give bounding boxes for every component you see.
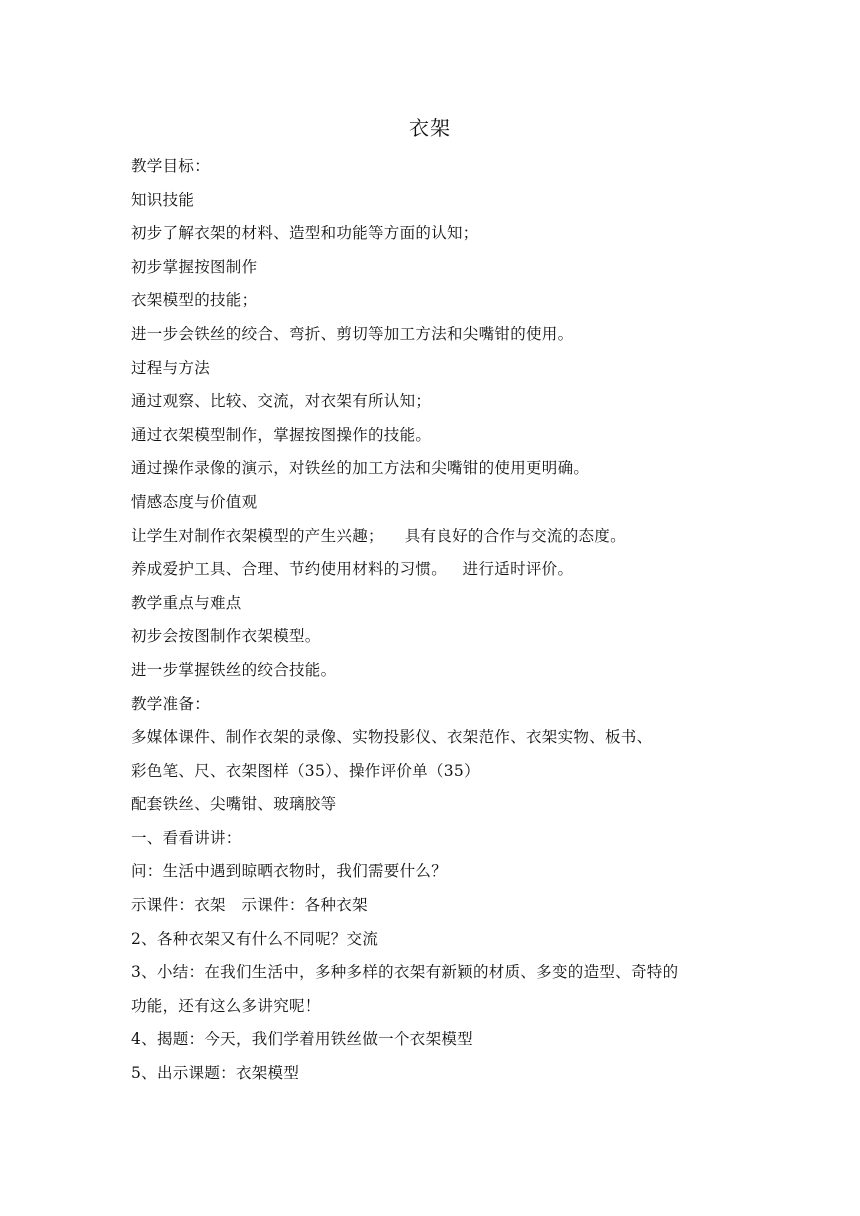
body-line: 多媒体课件、制作衣架的录像、实物投影仪、衣架范作、衣架实物、板书、 — [131, 728, 653, 747]
body-line: 教学重点与难点 — [131, 593, 242, 612]
body-line: 知识技能 — [131, 190, 195, 209]
body-line: 教学准备： — [131, 694, 211, 713]
body-line: 养成爱护工具、合理、节约使用材料的习惯。 进行适时评价。 — [131, 560, 574, 579]
body-line: 问：生活中遇到晾晒衣物时，我们需要什么？ — [131, 862, 448, 881]
body-line: 功能，还有这么多讲究呢！ — [131, 996, 321, 1015]
body-line: 3、小结：在我们生活中，多种多样的衣架有新颖的材质、多变的造型、奇特的 — [131, 963, 679, 982]
document-title: 衣架 — [409, 116, 451, 140]
body-line: 配套铁丝、尖嘴钳、玻璃胶等 — [131, 795, 337, 814]
document-body — [131, 150, 751, 1091]
body-line: 4、揭题：今天，我们学着用铁丝做一个衣架模型 — [131, 1030, 473, 1049]
body-line: 2、各种衣架又有什么不同呢？交流 — [131, 929, 379, 948]
body-line: 示课件：衣架 示课件：各种衣架 — [131, 896, 368, 915]
body-line: 过程与方法 — [131, 358, 211, 377]
body-line: 让学生对制作衣架模型的产生兴趣； 具有良好的合作与交流的态度。 — [131, 526, 626, 545]
body-line: 通过操作录像的演示，对铁丝的加工方法和尖嘴钳的使用更明确。 — [131, 459, 590, 478]
body-line: 初步掌握按图制作 — [131, 257, 258, 276]
body-line: 教学目标： — [131, 157, 211, 175]
body-line: 衣架模型的技能； — [131, 291, 258, 310]
body-line: 彩色笔、尺、衣架图样（35）、操作评价单（35） — [131, 761, 480, 780]
body-line: 进一步会铁丝的绞合、弯折、剪切等加工方法和尖嘴钳的使用。 — [131, 324, 574, 343]
body-line: 情感态度与价值观 — [131, 492, 258, 511]
body-line: 5、出示课题：衣架模型 — [131, 1064, 300, 1083]
body-line: 一、看看讲讲： — [131, 828, 242, 847]
body-line: 进一步掌握铁丝的绞合技能。 — [131, 660, 337, 679]
body-line: 通过观察、比较、交流，对衣架有所认知； — [131, 392, 432, 411]
body-line: 初步会按图制作衣架模型。 — [131, 627, 321, 646]
body-line: 通过衣架模型制作，掌握按图操作的技能。 — [131, 425, 432, 444]
body-line: 初步了解衣架的材料、造型和功能等方面的认知； — [131, 224, 479, 243]
